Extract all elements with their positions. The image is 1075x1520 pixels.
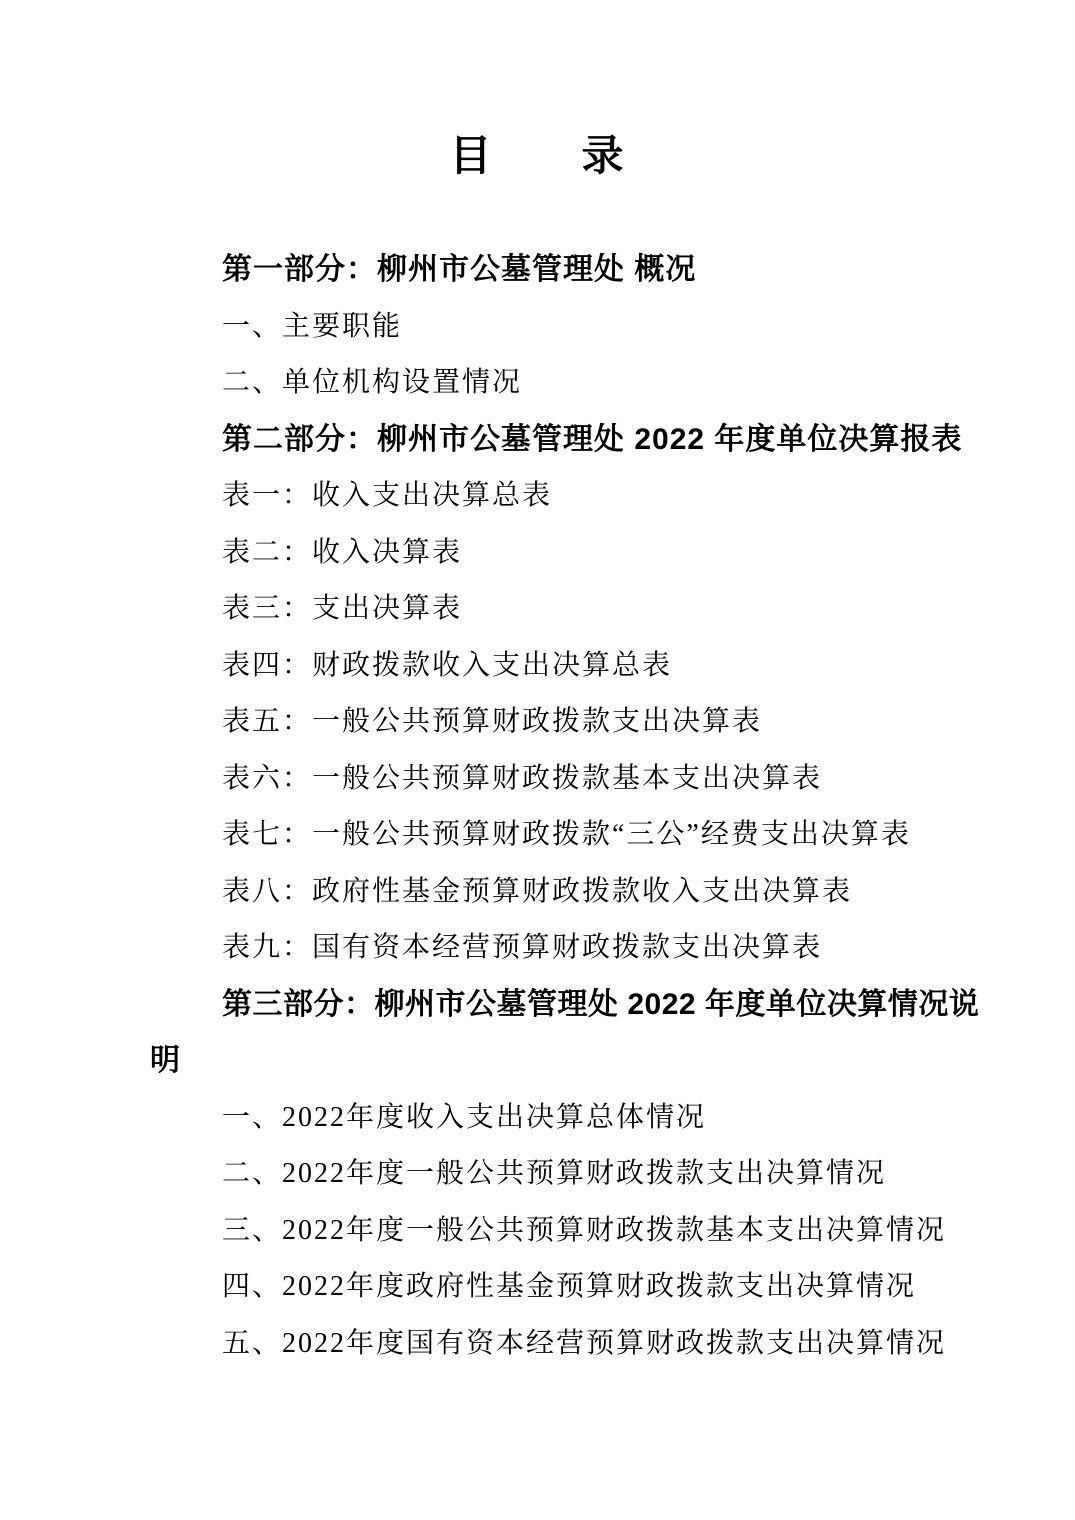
toc-item: 表六：一般公共预算财政拨款基本支出决算表 [222, 762, 823, 794]
toc-item: 表四：财政拨款收入支出决算总表 [222, 649, 673, 681]
toc-section-1-heading: 第一部分：柳州市公墓管理处 概况 [222, 253, 697, 286]
toc-item: 二、2022年度一般公共预算财政拨款支出决算情况 [222, 1158, 887, 1189]
toc-item: 一、2022年度收入支出决算总体情况 [222, 1101, 707, 1133]
toc-item: 表一：收入支出决算总表 [222, 480, 553, 511]
page-title: 目 录 [449, 132, 626, 179]
table-of-contents [150, 242, 980, 1372]
toc-item: 表五：一般公共预算财政拨款支出决算表 [222, 706, 763, 737]
toc-item: 表二：收入决算表 [222, 536, 463, 568]
toc-item: 二、单位机构设置情况 [222, 367, 523, 398]
toc-item: 五、2022年度国有资本经营预算财政拨款支出决算情况 [222, 1327, 947, 1359]
toc-section-3-heading-line2: 明 [150, 1044, 181, 1077]
toc-item: 四、2022年度政府性基金预算财政拨款支出决算情况 [222, 1271, 917, 1302]
toc-item: 表八：政府性基金预算财政拨款收入支出决算表 [222, 875, 853, 907]
toc-section-3-heading [150, 977, 980, 1090]
toc-section-2-heading: 第二部分：柳州市公墓管理处 2022 年度单位决算报表 [222, 422, 963, 456]
toc-item: 表三：支出决算表 [222, 593, 463, 624]
toc-item: 三、2022年度一般公共预算财政拨款基本支出决算情况 [222, 1214, 947, 1246]
toc-item: 表九：国有资本经营预算财政拨款支出决算表 [222, 932, 823, 963]
toc-section-3-heading-line1: 第三部分：柳州市公墓管理处 2022 年度单位决算情况说 [222, 987, 980, 1021]
toc-item: 表七：一般公共预算财政拨款“三公”经费支出决算表 [222, 819, 911, 850]
toc-item: 一、主要职能 [222, 310, 403, 342]
